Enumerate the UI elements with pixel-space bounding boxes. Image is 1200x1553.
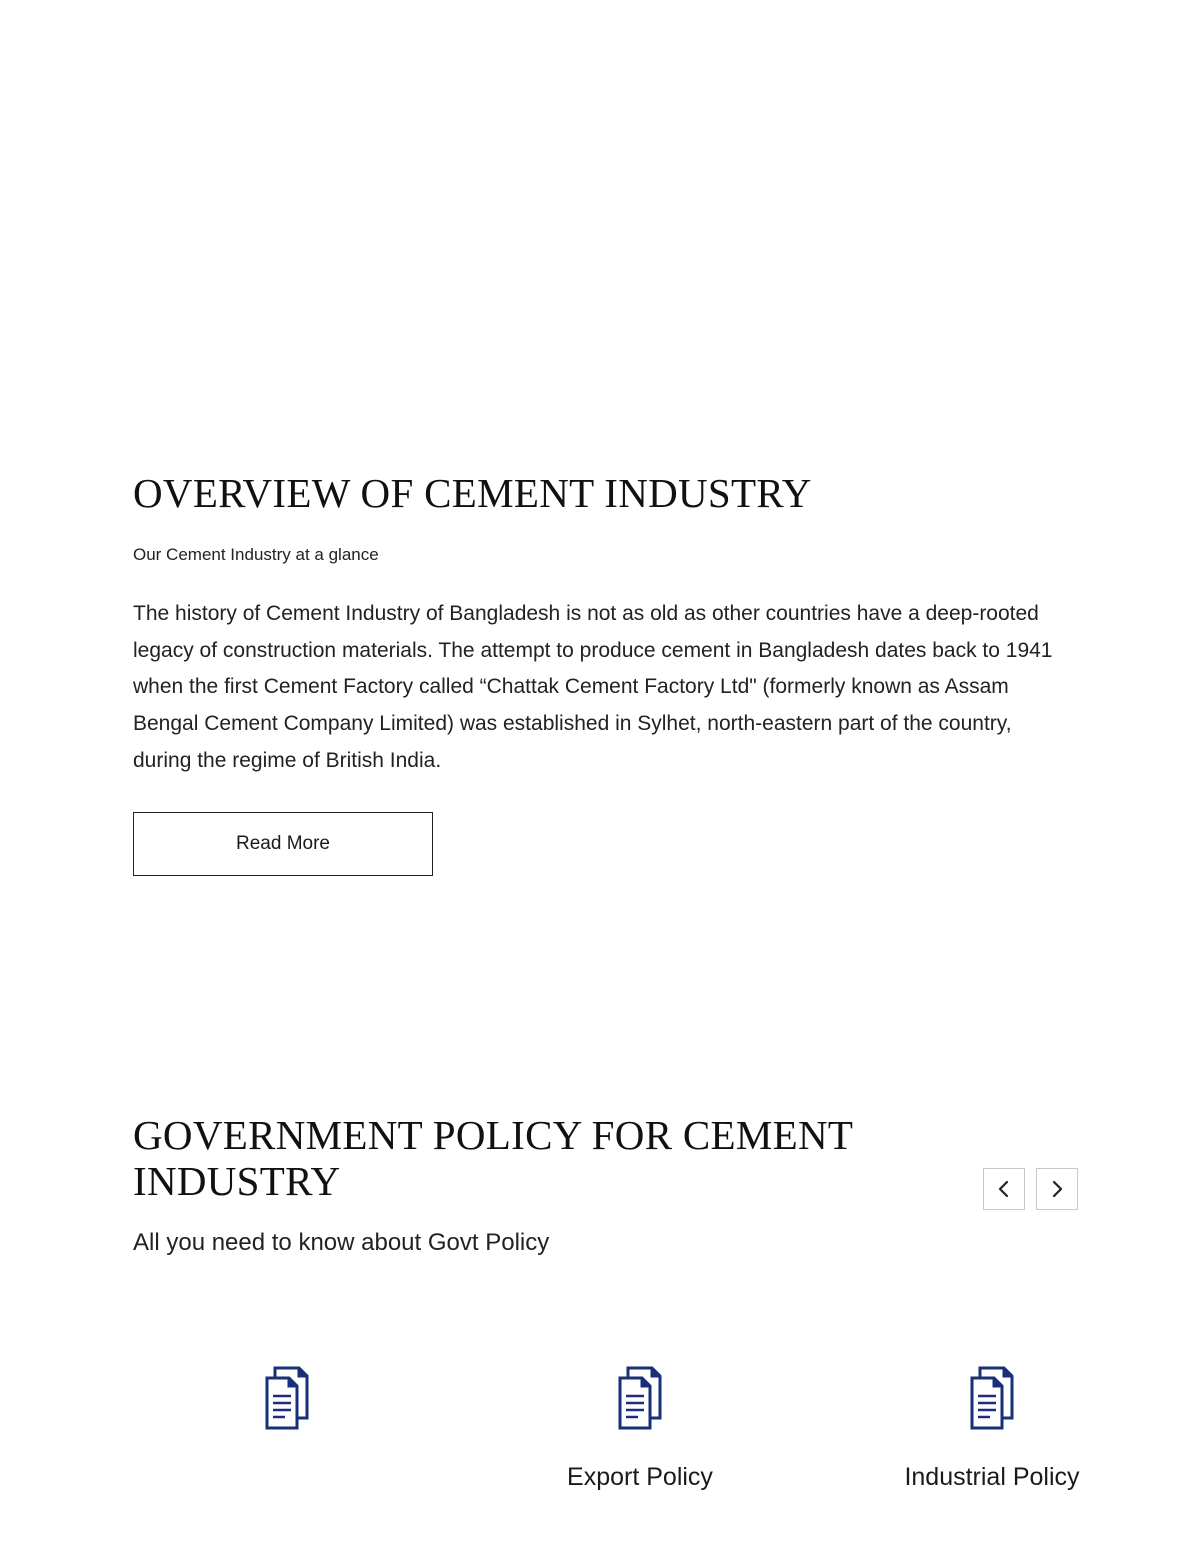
policy-card-label: Industrial Policy: [904, 1463, 1080, 1491]
overview-subtitle: Our Cement Industry at a glance: [133, 545, 379, 564]
document-icon: [259, 1360, 315, 1432]
policy-card-label: [167, 1462, 407, 1492]
policy-subtitle: All you need to know about Govt Policy: [133, 1229, 550, 1256]
policy-title: GOVERNMENT POLICY FOR CEMENT INDUSTRY: [133, 1112, 853, 1204]
document-icon: [612, 1360, 668, 1432]
read-more-button[interactable]: Read More: [133, 812, 433, 876]
overview-body: The history of Cement Industry of Bangladesh is not as old as other countries have a deep-rooted legacy of construction materials. The attempt to produce cement in Bangladesh dates back to 1941 when the first Cement Factory called “Chattak Cement Factory Ltd" (formerly known as Assam Bengal Cement Company Limited) was established in Sylhet, north-eastern part of the country, during the regime of British India.: [133, 602, 1053, 772]
policy-card[interactable]: [167, 1360, 407, 1492]
carousel-prev-button[interactable]: [983, 1168, 1025, 1210]
document-icon: [964, 1360, 1020, 1432]
policy-card-label: Export Policy: [567, 1463, 713, 1491]
carousel-next-button[interactable]: [1036, 1168, 1078, 1210]
policy-card-export[interactable]: [520, 1360, 760, 1492]
policy-cards: [0, 1360, 1200, 1510]
chevron-right-icon: [1050, 1179, 1064, 1199]
carousel-nav: [983, 1168, 1078, 1210]
policy-card-industrial[interactable]: [872, 1360, 1112, 1492]
overview-title: OVERVIEW OF CEMENT INDUSTRY: [133, 470, 812, 516]
policy-section: [133, 1112, 1078, 1258]
overview-section: [133, 470, 1073, 876]
chevron-left-icon: [997, 1179, 1011, 1199]
